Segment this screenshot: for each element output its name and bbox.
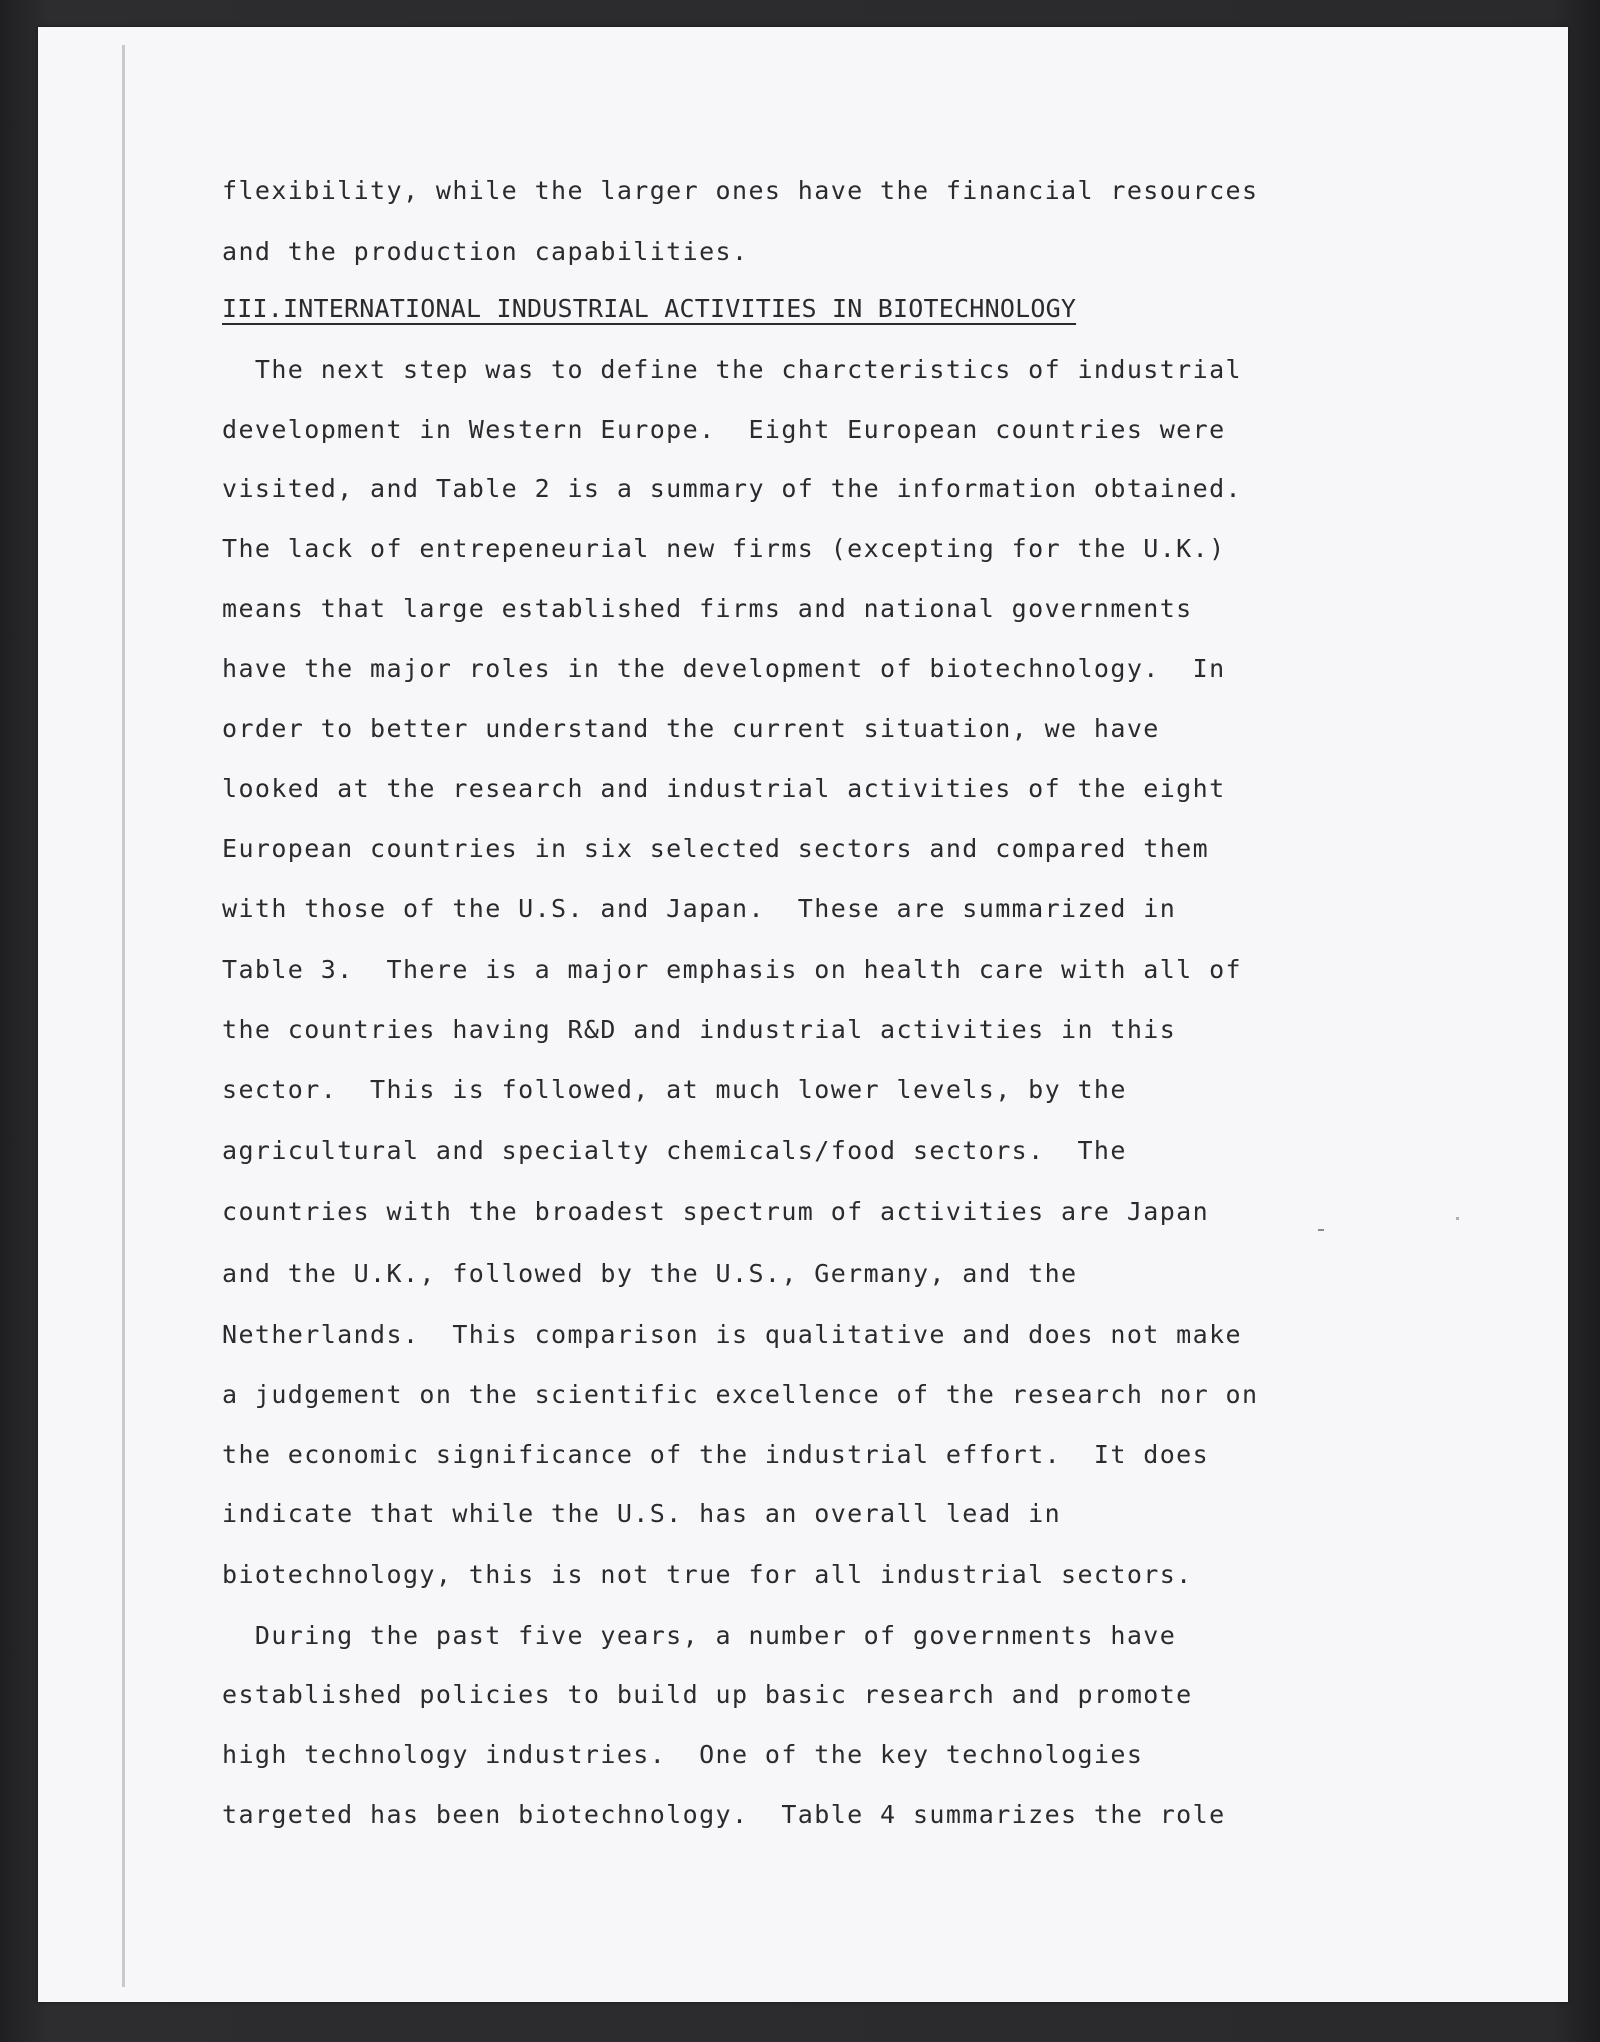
text-line: During the past five years, a number of governments have xyxy=(222,1621,1177,1650)
text-line: high technology industries. One of the key technologies xyxy=(222,1740,1144,1769)
text-line: with those of the U.S. and Japan. These are summarized in xyxy=(222,894,1177,923)
scan-speck xyxy=(1318,1229,1324,1231)
left-margin-rule xyxy=(122,45,125,1987)
text-line: have the major roles in the development of biotechnology. In xyxy=(222,654,1226,683)
text-line: and the U.K., followed by the U.S., Germany, and the xyxy=(222,1259,1078,1288)
text-line: countries with the broadest spectrum of activities are Japan xyxy=(222,1197,1210,1226)
text-line: The next step was to define the charcteristics of industrial xyxy=(222,355,1242,384)
text-line: the economic significance of the industrial effort. It does xyxy=(222,1440,1210,1469)
text-line: The lack of entrepeneurial new firms (excepting for the U.K.) xyxy=(222,534,1226,563)
text-line: established policies to build up basic research and promote xyxy=(222,1680,1193,1709)
text-line: means that large established firms and national governments xyxy=(222,594,1193,623)
text-line: a judgement on the scientific excellence of the research nor on xyxy=(222,1380,1259,1409)
text-line: visited, and Table 2 is a summary of the information obtained. xyxy=(222,474,1242,503)
scan-speck xyxy=(1456,1217,1459,1220)
text-line: looked at the research and industrial activities of the eight xyxy=(222,774,1226,803)
text-line: agricultural and specialty chemicals/food sectors. The xyxy=(222,1136,1127,1165)
text-line: European countries in six selected sectors and compared them xyxy=(222,834,1210,863)
text-line: Table 3. There is a major emphasis on health care with all of xyxy=(222,955,1242,984)
text-line: biotechnology, this is not true for all industrial sectors. xyxy=(222,1560,1193,1589)
text-line: targeted has been biotechnology. Table 4 summarizes the role xyxy=(222,1800,1226,1829)
document-page xyxy=(38,27,1568,2002)
text-line: indicate that while the U.S. has an overall lead in xyxy=(222,1499,1062,1528)
text-line: Netherlands. This comparison is qualitative and does not make xyxy=(222,1320,1242,1349)
section-heading: III.INTERNATIONAL INDUSTRIAL ACTIVITIES IN BIOTECHNOLOGY xyxy=(222,294,1077,323)
text-line: flexibility, while the larger ones have the financial resources xyxy=(222,176,1259,205)
text-line: the countries having R&D and industrial activities in this xyxy=(222,1015,1177,1044)
text-line: order to better understand the current situation, we have xyxy=(222,714,1160,743)
text-line: and the production capabilities. xyxy=(222,237,749,266)
text-line: sector. This is followed, at much lower levels, by the xyxy=(222,1075,1127,1104)
text-line: development in Western Europe. Eight European countries were xyxy=(222,415,1226,444)
